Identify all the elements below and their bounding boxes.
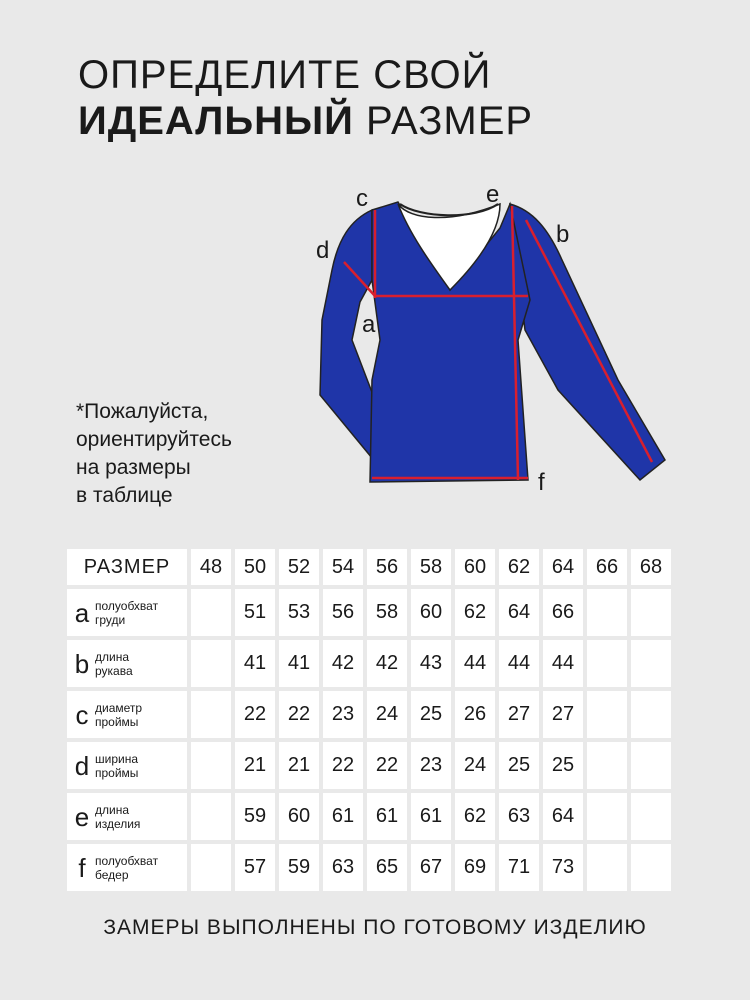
measurement-letter: a [74, 597, 90, 628]
measurement-name-line-2: проймы [95, 765, 139, 780]
measurement-value [631, 589, 671, 636]
measurement-value [587, 691, 627, 738]
measurement-value [587, 589, 627, 636]
measurement-value: 26 [455, 691, 495, 738]
measurement-value: 41 [235, 640, 275, 687]
label-wrap [71, 803, 187, 831]
measurement-value: 56 [323, 589, 363, 636]
measurement-value: 27 [499, 691, 539, 738]
measurement-label [67, 742, 187, 789]
measurement-row [67, 640, 671, 687]
measurement-letter: e [74, 801, 90, 832]
mark-b: b [556, 221, 570, 248]
size-header-cell: 68 [631, 549, 671, 585]
measurement-label [67, 589, 187, 636]
measurement-value [631, 691, 671, 738]
measurement-value: 71 [499, 844, 539, 891]
note-line-4: в таблице [76, 484, 173, 507]
measurement-value [587, 742, 627, 789]
measurement-value: 66 [543, 589, 583, 636]
measurement-value [191, 844, 231, 891]
size-table [63, 545, 675, 895]
size-note [76, 398, 306, 510]
measurement-value [587, 640, 627, 687]
measurement-value: 67 [411, 844, 451, 891]
measurement-name [95, 599, 158, 627]
size-header-cell: 52 [279, 549, 319, 585]
measurement-letter: c [75, 699, 89, 730]
measurement-value: 51 [235, 589, 275, 636]
measurement-row [67, 589, 671, 636]
measurement-label [67, 691, 187, 738]
measurement-value: 44 [499, 640, 539, 687]
measurement-value: 21 [235, 742, 275, 789]
measurement-value: 27 [543, 691, 583, 738]
title-line-1: ОПРЕДЕЛИТЕ СВОЙ [78, 53, 492, 97]
measurement-name-line-2: груди [95, 612, 126, 627]
measurement-value: 23 [323, 691, 363, 738]
measurement-value: 23 [411, 742, 451, 789]
measurement-name-line-2: бедер [95, 867, 129, 882]
measurement-row [67, 844, 671, 891]
page-title [78, 52, 533, 144]
garment-diagram [300, 180, 690, 510]
measurement-value [191, 589, 231, 636]
measurement-value: 73 [543, 844, 583, 891]
size-header-cell: 60 [455, 549, 495, 585]
title-line-2 [78, 98, 533, 144]
mark-a: a [362, 311, 376, 338]
measurement-value: 60 [279, 793, 319, 840]
measurement-name-line-1: полуобхват [95, 598, 159, 613]
measurement-name [95, 854, 158, 882]
measurement-value: 25 [543, 742, 583, 789]
measurement-letter: f [78, 852, 86, 883]
measurement-value: 24 [367, 691, 407, 738]
label-wrap [71, 854, 187, 882]
measurement-value: 59 [235, 793, 275, 840]
measurement-name [95, 803, 140, 831]
size-header-cell: 48 [191, 549, 231, 585]
label-wrap [71, 752, 187, 780]
measurement-value: 24 [455, 742, 495, 789]
measurement-value: 57 [235, 844, 275, 891]
measurement-label [67, 640, 187, 687]
measurement-value: 63 [499, 793, 539, 840]
measurement-value: 62 [455, 589, 495, 636]
measurement-value: 44 [455, 640, 495, 687]
measurement-value: 69 [455, 844, 495, 891]
measurement-value: 59 [279, 844, 319, 891]
note-line-3: на размеры [76, 456, 191, 479]
measurement-name-line-1: длина [95, 649, 130, 664]
measurement-name [95, 752, 138, 780]
measurement-value [631, 793, 671, 840]
measurement-value [191, 691, 231, 738]
measurement-name-line-2: проймы [95, 714, 139, 729]
measurement-value [587, 793, 627, 840]
size-header-cell: 64 [543, 549, 583, 585]
measurement-value: 64 [543, 793, 583, 840]
measurement-name-line-2: изделия [95, 816, 141, 831]
measurement-value: 63 [323, 844, 363, 891]
size-header-cell: 66 [587, 549, 627, 585]
label-wrap [71, 599, 187, 627]
measurement-letter: d [74, 750, 90, 781]
title-bold-word: ИДЕАЛЬНЫЙ [78, 99, 354, 143]
title-rest: РАЗМЕР [353, 99, 534, 143]
note-line-2: ориентируйтесь [76, 428, 232, 451]
measurement-value: 22 [279, 691, 319, 738]
measurement-value: 60 [411, 589, 451, 636]
measurement-value: 44 [543, 640, 583, 687]
mark-f: f [538, 469, 545, 496]
measurement-name-line-1: длина [95, 802, 130, 817]
measurement-value: 42 [323, 640, 363, 687]
measurement-value [191, 742, 231, 789]
measurement-row [67, 691, 671, 738]
measurement-value: 64 [499, 589, 539, 636]
measurement-name-line-1: полуобхват [95, 853, 159, 868]
measurement-value: 61 [411, 793, 451, 840]
measurement-name-line-2: рукава [95, 663, 133, 678]
measurement-value: 53 [279, 589, 319, 636]
measurement-value [587, 844, 627, 891]
measurement-letter: b [74, 648, 90, 679]
measurement-name-line-1: диаметр [95, 700, 143, 715]
measurement-row [67, 742, 671, 789]
measurement-value [631, 844, 671, 891]
measurement-value: 62 [455, 793, 495, 840]
note-line-1: *Пожалуйста, [76, 400, 209, 423]
label-wrap [71, 650, 187, 678]
measurement-value [191, 640, 231, 687]
measurement-value [631, 742, 671, 789]
measurement-value [191, 793, 231, 840]
measurement-value: 41 [279, 640, 319, 687]
measurement-value: 22 [367, 742, 407, 789]
mark-c: c [356, 185, 368, 212]
measurement-value: 25 [411, 691, 451, 738]
measurement-value: 61 [323, 793, 363, 840]
measurement-name-line-1: ширина [95, 751, 139, 766]
label-wrap [71, 701, 187, 729]
measurement-value [631, 640, 671, 687]
measurement-value: 58 [367, 589, 407, 636]
right-sleeve [510, 204, 665, 480]
size-header-cell: 56 [367, 549, 407, 585]
measurement-name [95, 701, 142, 729]
measurement-row [67, 793, 671, 840]
mark-e: e [486, 181, 500, 208]
measurement-label [67, 793, 187, 840]
measurement-name [95, 650, 133, 678]
measurement-label [67, 844, 187, 891]
footer-note: ЗАМЕРЫ ВЫПОЛНЕНЫ ПО ГОТОВОМУ ИЗДЕЛИЮ [103, 916, 647, 939]
size-header-cell: 54 [323, 549, 363, 585]
measurement-value: 22 [323, 742, 363, 789]
measurement-value: 65 [367, 844, 407, 891]
mark-d: d [316, 237, 330, 264]
measurement-value: 43 [411, 640, 451, 687]
measurement-value: 61 [367, 793, 407, 840]
measurement-value: 25 [499, 742, 539, 789]
size-header-cell: 58 [411, 549, 451, 585]
size-header-row [67, 549, 671, 585]
measurement-value: 42 [367, 640, 407, 687]
size-header-cell: 62 [499, 549, 539, 585]
measurement-value: 21 [279, 742, 319, 789]
measurement-value: 22 [235, 691, 275, 738]
size-header-cell: 50 [235, 549, 275, 585]
size-header-label: РАЗМЕР [67, 549, 187, 585]
